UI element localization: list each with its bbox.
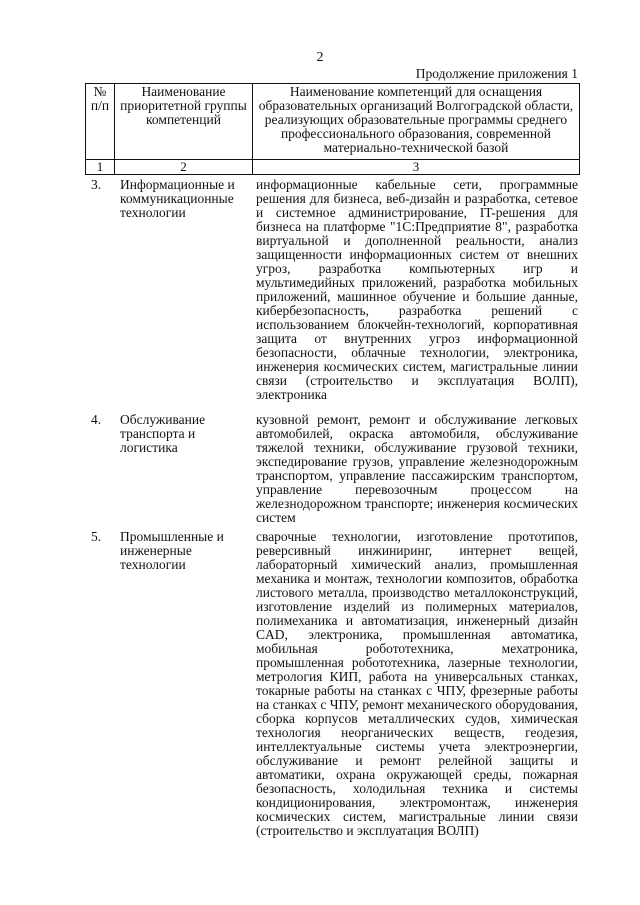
row-number: 4.: [91, 412, 102, 427]
row-number: 3.: [91, 177, 102, 192]
column-number: 2: [115, 160, 253, 175]
row-group: Промышленные и инженерные технологии: [120, 529, 224, 572]
continuation-note: Продолжение приложения 1: [415, 66, 578, 81]
table-header: [85, 83, 580, 175]
row-competencies: информационные кабельные сети, программные решения для бизнеса, веб-дизайн и разработка, сетевое и системное администрирование, IT-решения для бизнеса на платформе "1С:Предприятие 8", разработка виртуальной и дополненной реальности, анализ защищенности информационных систем от внешних угроз, разработка компьютерных игр и мультимедийных приложений, разработка мобильных приложений, машинное обучение и большие данные, кибербезопасность, разработка решений с использованием блокчейн-технологий, корпоративная защита от внутренних угроз информационной безопасности, облачные технологии, электроника, инженерия космических систем, магистральные линии связи (строительство и эксплуатация ВОЛП), электроника: [256, 177, 578, 402]
row-group: Информационные и коммуникационные технологии: [120, 177, 235, 220]
row-number: 5.: [91, 529, 102, 544]
row-group: Обслуживание транспорта и логистика: [120, 412, 206, 455]
column-number: 3: [253, 160, 580, 175]
row-competencies: кузовной ремонт, ремонт и обслуживание легковых автомобилей, окраска автомобиля, обслуживание тяжелой техники, обслуживание грузовой техники, экспедирование грузов, управление железнодорожным транспортом, управление пассажирским транспортом, управление перевозочным процессом на железнодорожном транспорте; инженерия космических систем: [256, 412, 578, 525]
header-num: № п/п: [86, 84, 115, 160]
header-competencies: Наименование компетенций для оснащения образовательных организаций Волгоградской области, реализующих образовательные программы среднего профессионального образования, современной материально-технической базой: [253, 84, 580, 160]
header-group: Наименование приоритетной группы компетенций: [115, 84, 253, 160]
column-number: 1: [86, 160, 115, 175]
row-competencies: сварочные технологии, изготовление прототипов, реверсивный инжиниринг, интернет вещей, лабораторный химический анализ, промышленная механика и монтаж, технологии композитов, обработка листового металла, производство металлоконструкций, изготовление изделий из полимерных материалов, полимеханика и автоматизация, инженерный дизайн CAD, электроника, промышленная автоматика, мобильная робототехника, мехатроника, промышленная робототехника, лазерные технологии, метрология КИП, работа на универсальных станках, токарные работы на станках с ЧПУ, фрезерные работы на станках с ЧПУ, ремонт механического оборудования, сборка корпусов металлических судов, химическая технология неорганических веществ, геодезия, интеллектуальные системы учета электроэнергии, обслуживание и ремонт релейной защиты и автоматики, охрана окружающей среды, пожарная безопасность, холодильная техника и системы кондиционирования, электромонтаж, инженерия космических систем, магистральные линии связи (строительство и эксплуатация ВОЛП): [256, 529, 578, 838]
page-number: 2: [316, 50, 324, 65]
